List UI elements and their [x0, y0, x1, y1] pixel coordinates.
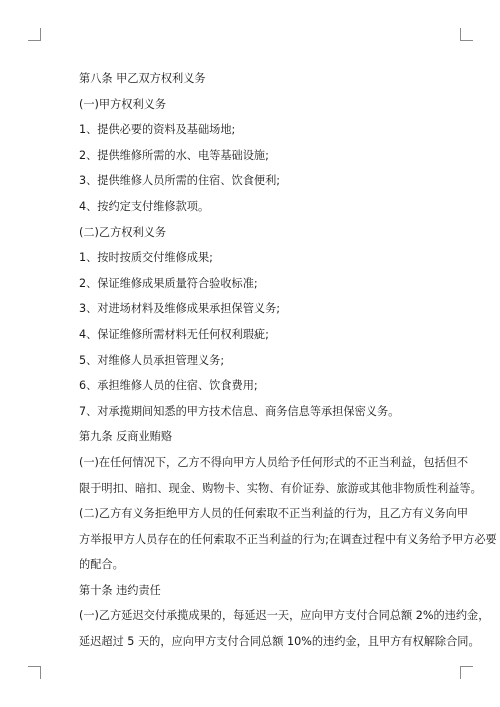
article-9-heading: 第九条 反商业贿赂	[79, 430, 173, 444]
section-party-b-heading: (二)乙方权利义务	[79, 225, 167, 239]
crop-mark-top-right	[460, 28, 473, 41]
article-10-para-1-line-1: (一)乙方延迟交付承揽成果的，每延迟一天，应向甲方支付合同总额 2%的违约金，	[79, 609, 490, 623]
party-a-clause-4: 4、按约定支付维修款项。	[79, 199, 210, 213]
party-b-clause-6: 6、承担维修人员的住宿、饮食费用;	[79, 379, 258, 393]
crop-mark-bottom-left	[28, 666, 41, 679]
party-a-clause-3: 3、提供维修人员所需的住宿、饮食便利;	[79, 174, 281, 188]
article-9-para-2-line-2: 方举报甲方人员存在的任何索取不正当利益的行为;在调查过程中有义务给予甲方必要	[79, 532, 497, 546]
article-9-para-2-line-1: (二)乙方有义务拒绝甲方人员的任何索取不正当利益的行为，且乙方有义务向甲	[79, 507, 469, 521]
party-b-clause-7: 7、对承揽期间知悉的甲方技术信息、商务信息等承担保密义务。	[79, 404, 400, 418]
party-a-clause-1: 1、提供必要的资料及基础场地;	[79, 123, 236, 137]
article-10-para-1-line-2: 延迟超过 5 天的，应向甲方支付合同总额 10%的违约金，且甲方有权解除合同。	[79, 635, 480, 649]
party-b-clause-5: 5、对维修人员承担管理义务;	[79, 353, 225, 367]
article-8-heading: 第八条 甲乙双方权利义务	[79, 72, 206, 85]
party-b-clause-1: 1、按时按质交付维修成果;	[79, 251, 213, 265]
party-a-clause-2: 2、提供维修所需的水、电等基础设施;	[79, 148, 269, 162]
party-b-clause-3: 3、对进场材料及维修成果承担保管义务;	[79, 302, 281, 316]
crop-mark-bottom-right	[460, 666, 473, 679]
article-10-heading: 第十条 违约责任	[79, 583, 161, 597]
party-b-clause-2: 2、保证维修成果质量符合验收标准;	[79, 276, 258, 290]
article-9-para-1-line-2: 限于明扣、暗扣、现金、购物卡、实物、有价证券、旅游或其他非物质性利益等。	[79, 481, 482, 495]
section-party-a-heading: (一)甲方权利义务	[79, 97, 167, 111]
article-9-para-1-line-1: (一)在任何情况下，乙方不得向甲方人员给予任何形式的不正当利益，包括但不	[79, 455, 469, 469]
party-b-clause-4: 4、保证维修所需材料无任何权利瑕疵;	[79, 327, 269, 341]
article-9-para-2-line-3: 的配合。	[79, 558, 124, 572]
crop-mark-top-left	[28, 28, 41, 41]
document-body	[79, 66, 497, 655]
